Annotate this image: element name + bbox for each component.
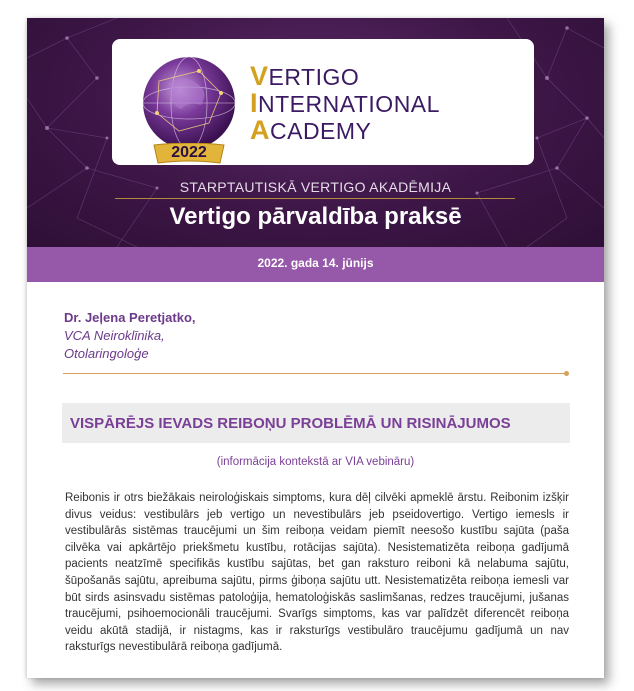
divider-dot — [564, 371, 569, 376]
body-paragraph: Reibonis ir otrs biežākais neiroloģiskais simptoms, kura dēļ cilvēki apmeklē ārstu. Reibonim izšķir divus veidus: vestibulārs jeb vertigo un nevestibulārs jeb pseidovertigo. Vertigo iemesls ir vestibulārās sistēmas traucējumi un šim reiboņa veidam piemīt neesošo kustību sajūta (paša cilvēka vai apkārtējo priekšmetu kustību, rotācijas sajūta). Nesistematizēta reiboņa gadījumā pacients neatzīmē specifikās kustību sajūtas, bet gan raksturo reiboni kā nelabuma sajūtu, šūpošanās sajūtu, apreibuma sajūtu, pirms ģiboņa sajūtu utt. Nesistematizēta reiboņa iemesli var būt sirds asinsvadu sistēmas patoloģija, hematoloģiskās saslimšanas, redzes traucējumi, jušanas traucējumi, psihoemocionāli traucējumi. Svarīgs simptoms, kas var palīdzēt diferencēt reiboņa veidu akūtā stadijā, ir nistagms, kas ir raksturīgs vestibulāro traucējumu gadījumā un nav raksturīgs nevestibulārā reiboņa gadījumā. — [65, 492, 569, 654]
author-affiliation: VCA Neiroklīnika, — [64, 328, 165, 343]
section-heading-box — [62, 403, 570, 443]
logo-line-academy: ACADEMY — [250, 115, 372, 145]
globe-icon — [139, 53, 239, 153]
author-role: Otolaringoloģe — [64, 346, 149, 361]
logo-panel — [112, 39, 534, 165]
document-page — [27, 18, 604, 678]
logo-line-international: INTERNATIONAL — [250, 88, 440, 118]
subtitle-divider — [115, 198, 515, 199]
section-note: (informācija kontekstā ar VIA vebināru) — [216, 456, 415, 468]
date-band — [27, 247, 604, 282]
page-title: Vertigo pārvaldība praksē — [169, 203, 462, 230]
logo-wordmark — [250, 63, 440, 144]
section-heading: VISPĀRĒJS IEVADS REIBOŅU PROBLĒMĀ UN RISINĀJUMOS — [70, 415, 511, 432]
author-name: Dr. Jeļena Peretjatko, — [64, 310, 196, 325]
year-label: 2022 — [171, 144, 207, 161]
author-divider — [63, 373, 567, 374]
logo-line-vertigo: VERTIGO — [250, 61, 360, 91]
author-block — [64, 309, 196, 363]
event-date: 2022. gada 14. jūnijs — [257, 256, 374, 270]
header-banner — [27, 18, 604, 247]
academy-subtitle: STARPTAUTISKĀ VERTIGO AKADĒMIJA — [179, 179, 452, 195]
